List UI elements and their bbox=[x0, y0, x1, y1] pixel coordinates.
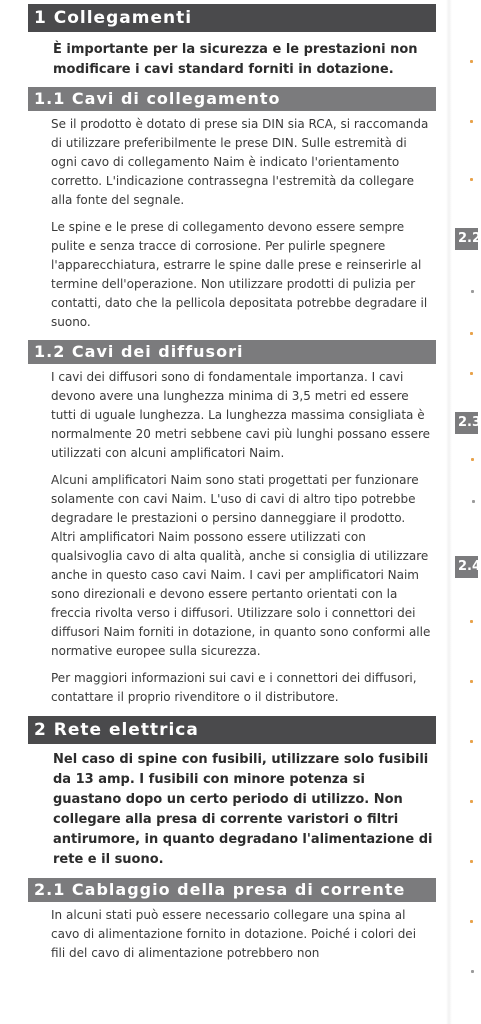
edge-text-fragment bbox=[471, 290, 474, 293]
edge-section-tab: 2.4 bbox=[455, 556, 478, 578]
paragraph: Se il prodotto è dotato di prese sia DIN sia RCA, si raccomanda di utilizzare preferibilmente le prese DIN. Sulle estremità di ogni cavo di collegamento Naim è indicato l'orientamento corretto. L'indicazione contrassegna l'estremità da collegare alla fonte del segnale. bbox=[51, 117, 429, 207]
edge-text-fragment bbox=[470, 332, 473, 335]
edge-text-fragment bbox=[470, 920, 473, 923]
edge-text-fragment bbox=[470, 178, 473, 181]
edge-text-fragment bbox=[470, 680, 473, 683]
section-header-cavi-diffusori: 1.2 Cavi dei diffusori bbox=[28, 340, 436, 364]
section-header-rete-elettrica: 2 Rete elettrica bbox=[28, 716, 436, 744]
edge-section-tab: 2.3 bbox=[455, 412, 478, 434]
paragraph: I cavi dei diffusori sono di fondamentale importanza. I cavi devono avere una lunghezza minima di 3,5 metri ed essere tutti di uguale lunghezza. La lunghezza massima consigliata è normalmente 20 metri sebbene cavi più lunghi possano essere utilizzati con alcuni amplificatori Naim. bbox=[51, 370, 431, 460]
edge-text-fragment bbox=[472, 500, 475, 503]
section-header-cablaggio-presa: 2.1 Cablaggio della presa di corrente bbox=[28, 878, 436, 902]
edge-text-fragment bbox=[471, 458, 474, 461]
paragraph: Alcuni amplificatori Naim sono stati progettati per funzionare solamente con cavi Naim. L'uso di cavi di altro tipo potrebbe degradare le prestazioni o persino danneggiare il prodotto. Altri amplificatori Naim possono essere utilizzati con qualsivoglia cavo di alta qualità, anche si consiglia di utilizzare anche in questo caso cavi Naim. I cavi per amplificatori Naim sono direzionali e devono essere pertanto orientati con la freccia rivolta verso i diffusori. Utilizzare solo i connettori dei diffusori Naim forniti in dotazione, in quanto sono conformi alle normative europee sulla sicurezza. bbox=[51, 473, 431, 658]
edge-section-tab: 2.2 bbox=[455, 228, 478, 250]
edge-text-fragment bbox=[470, 860, 473, 863]
edge-text-fragment bbox=[470, 800, 473, 803]
edge-text-fragment bbox=[470, 372, 473, 375]
next-page-edge bbox=[452, 0, 478, 1024]
paragraph: In alcuni stati può essere necessario collegare una spina al cavo di alimentazione fornito in dotazione. Poiché i colori dei fili del cavo di alimentazione potrebbero non bbox=[51, 908, 417, 960]
main-column bbox=[28, 4, 436, 963]
edge-text-fragment bbox=[470, 120, 473, 123]
section-header-collegamenti: 1 Collegamenti bbox=[28, 4, 436, 32]
edge-text-fragment bbox=[470, 60, 473, 63]
edge-text-fragment bbox=[470, 740, 473, 743]
paragraph: Le spine e le prese di collegamento devono essere sempre pulite e senza tracce di corrosione. Per pulirle spegnere l'apparecchiatura, estrarre le spine dalle prese e reinserirle al termine dell'operazione. Non utilizzare prodotti di pulizia per contatti, dato che la pellicola depositata potrebbe degradare il suono. bbox=[51, 220, 428, 329]
edge-text-fragment bbox=[471, 970, 474, 973]
paragraph: Per maggiori informazioni sui cavi e i connettori dei diffusori, contattare il proprio rivenditore o il distributore. bbox=[51, 671, 417, 704]
section-header-cavi-collegamento: 1.1 Cavi di collegamento bbox=[28, 87, 436, 111]
section-intro-collegamenti: È importante per la sicurezza e le prestazioni non modificare i cavi standard forniti in dotazione. bbox=[53, 42, 418, 77]
edge-text-fragment bbox=[470, 620, 473, 623]
section-intro-rete-elettrica: Nel caso di spine con fusibili, utilizzare solo fusibili da 13 amp. I fusibili con minore potenza si guastano dopo un certo periodo di utilizzo. Non collegare alla presa di corrente varistori o filtri antirumore, in quanto degradano l'alimentazione di rete e il suono. bbox=[53, 752, 433, 867]
